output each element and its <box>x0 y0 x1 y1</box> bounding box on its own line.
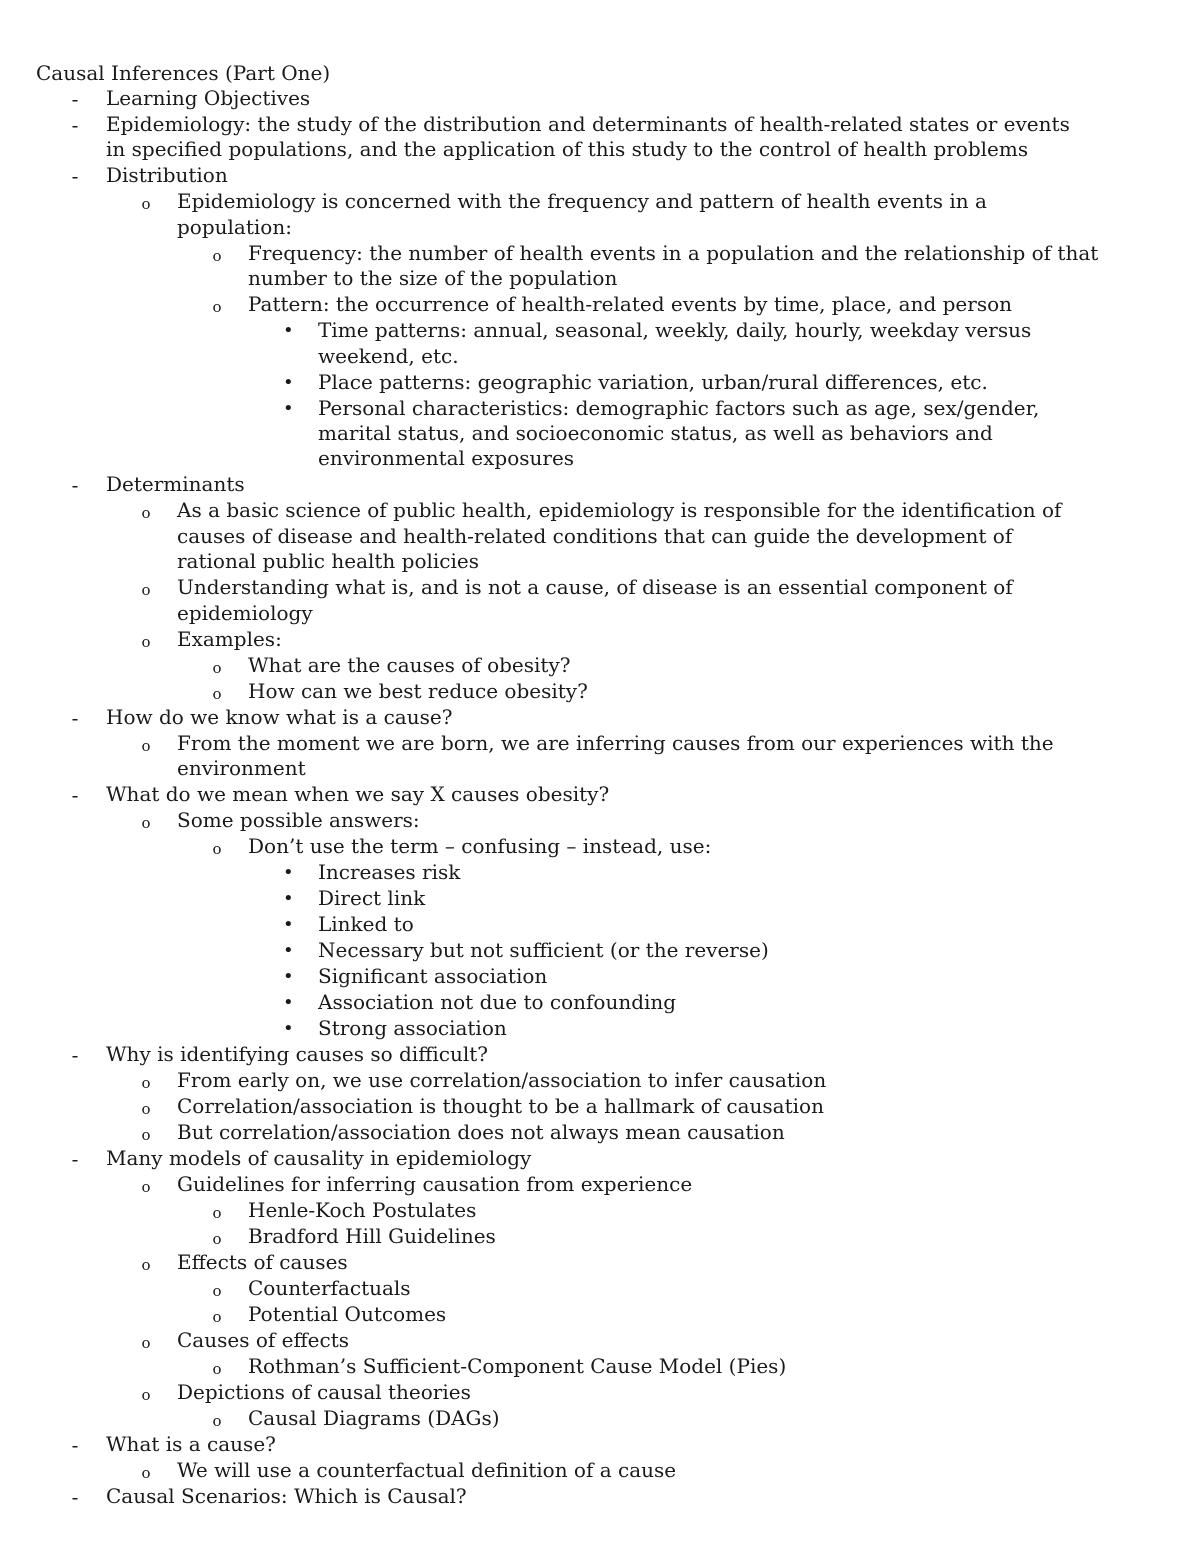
list-bullet: - <box>71 473 79 498</box>
list-bullet: o <box>141 1126 151 1144</box>
list-item-text: Place patterns: geographic variation, urban/rural differences, etc. <box>318 369 988 394</box>
list-item-text: How can we best reduce obesity? <box>248 678 588 703</box>
list-bullet: • <box>283 862 294 883</box>
list-bullet: o <box>141 504 151 523</box>
list-item-text: Counterfactuals <box>248 1276 411 1300</box>
list-item-text: But correlation/association does not always mean causation <box>177 1120 785 1144</box>
list-item-text: Significant association <box>318 964 548 988</box>
list-bullet: - <box>71 87 79 111</box>
list-item-text: in specified populations, and the application of this study to the control of health problems <box>106 137 1029 162</box>
list-bullet: o <box>141 1386 151 1404</box>
list-item-text: Necessary but not sufficient (or the reverse) <box>318 938 769 962</box>
list-bullet: o <box>212 1282 222 1300</box>
list-bullet: • <box>283 940 294 961</box>
list-item-text: weekend, etc. <box>318 343 459 368</box>
list-bullet: • <box>283 966 294 987</box>
list-item-text: Causal Diagrams (DAGs) <box>248 1406 500 1430</box>
list-bullet: - <box>71 1485 79 1509</box>
list-bullet: o <box>141 632 151 651</box>
list-item-text: Personal characteristics: demographic factors such as age, sex/gender, <box>318 395 1040 420</box>
list-item-text: marital status, and socioeconomic status, as well as behaviors and <box>318 420 993 445</box>
list-item-text: Pattern: the occurrence of health-related events by time, place, and person <box>248 292 1013 317</box>
list-item-text: Epidemiology is concerned with the frequency and pattern of health events in a <box>177 189 987 214</box>
list-bullet: o <box>212 1204 222 1222</box>
list-item-text: Potential Outcomes <box>248 1302 447 1326</box>
list-bullet: o <box>212 1412 222 1430</box>
list-item-text: Association not due to confounding <box>318 990 677 1014</box>
list-item-text: Determinants <box>106 472 245 497</box>
list-item-text: How do we know what is a cause? <box>106 704 453 729</box>
list-bullet: o <box>212 298 222 317</box>
list-bullet: o <box>212 1308 222 1326</box>
list-bullet: o <box>212 246 222 265</box>
list-item-text: Effects of causes <box>177 1250 348 1274</box>
list-item-text: Some possible answers: <box>177 808 420 832</box>
list-item-text: As a basic science of public health, epidemiology is responsible for the identification of <box>177 498 1062 523</box>
list-item-text: Increases risk <box>318 860 461 884</box>
list-bullet: o <box>141 1256 151 1274</box>
list-item-text: Distribution <box>106 163 228 188</box>
list-item-text: Causal Scenarios: Which is Causal? <box>106 1484 467 1508</box>
list-bullet: o <box>141 1100 151 1118</box>
list-bullet: • <box>283 371 294 393</box>
list-bullet: - <box>71 783 79 807</box>
list-bullet: o <box>212 658 222 677</box>
list-item-text: What do we mean when we say X causes obesity? <box>106 782 610 806</box>
list-bullet: o <box>212 1230 222 1248</box>
list-bullet: - <box>71 1147 79 1171</box>
document-title: Causal Inferences (Part One) <box>36 61 331 85</box>
list-bullet: o <box>141 736 151 755</box>
list-bullet: o <box>141 1074 151 1092</box>
list-bullet: o <box>141 814 151 832</box>
list-bullet: o <box>212 684 222 703</box>
list-bullet: - <box>71 164 79 189</box>
list-item-text: Correlation/association is thought to be a hallmark of causation <box>177 1094 824 1118</box>
list-bullet: - <box>71 1433 79 1457</box>
list-item-text: Henle-Koch Postulates <box>248 1198 477 1222</box>
list-bullet: - <box>71 1043 79 1067</box>
list-item-text: What are the causes of obesity? <box>248 652 571 677</box>
list-bullet: o <box>141 1178 151 1196</box>
list-item-text: environmental exposures <box>318 446 575 471</box>
list-bullet: o <box>212 840 222 858</box>
list-item-text: Rothman’s Sufficient-Component Cause Model (Pies) <box>248 1354 787 1378</box>
list-item-text: We will use a counterfactual definition of a cause <box>177 1458 677 1482</box>
list-item-text: Causes of effects <box>177 1328 350 1352</box>
list-bullet: - <box>71 113 79 137</box>
list-item-text: Frequency: the number of health events in a population and the relationship of that <box>248 240 1099 265</box>
list-item-text: epidemiology <box>177 600 313 625</box>
list-item-text: Direct link <box>318 886 426 910</box>
list-item-text: Many models of causality in epidemiology <box>106 1146 532 1170</box>
list-bullet: o <box>141 1334 151 1352</box>
list-item-text: Time patterns: annual, seasonal, weekly, daily, hourly, weekday versus <box>318 318 1032 343</box>
list-bullet: • <box>283 397 294 419</box>
list-bullet: • <box>283 320 294 342</box>
list-bullet: • <box>283 888 294 909</box>
list-item-text: What is a cause? <box>106 1432 276 1456</box>
list-item-text: From the moment we are born, we are inferring causes from our experiences with the <box>177 730 1054 755</box>
list-bullet: • <box>283 992 294 1013</box>
list-item-text: Don’t use the term – confusing – instead, use: <box>248 834 712 858</box>
list-item-text: Bradford Hill Guidelines <box>248 1224 496 1248</box>
list-bullet: o <box>141 581 151 600</box>
list-item-text: Epidemiology: the study of the distribution and determinants of health-related states or events <box>106 112 1070 136</box>
list-item-text: population: <box>177 214 292 239</box>
list-item-text: Understanding what is, and is not a cause, of disease is an essential component of <box>177 575 1013 600</box>
list-bullet: o <box>212 1360 222 1378</box>
list-bullet: o <box>141 195 151 214</box>
list-bullet: • <box>283 1018 294 1039</box>
list-item-text: Linked to <box>318 912 414 936</box>
list-item-text: Learning Objectives <box>106 86 311 110</box>
list-bullet: • <box>283 914 294 935</box>
list-item-text: Guidelines for inferring causation from experience <box>177 1172 693 1196</box>
list-item-text: Depictions of causal theories <box>177 1380 471 1404</box>
list-item-text: From early on, we use correlation/association to infer causation <box>177 1068 827 1092</box>
list-item-text: rational public health policies <box>177 549 480 574</box>
list-bullet: - <box>71 705 79 730</box>
list-item-text: environment <box>177 755 306 780</box>
list-item-text: Why is identifying causes so difficult? <box>106 1042 489 1066</box>
list-item-text: causes of disease and health-related conditions that can guide the development of <box>177 523 1013 548</box>
list-bullet: o <box>141 1464 151 1482</box>
list-item-text: Examples: <box>177 626 282 651</box>
list-item-text: number to the size of the population <box>248 266 618 291</box>
list-item-text: Strong association <box>318 1016 507 1040</box>
